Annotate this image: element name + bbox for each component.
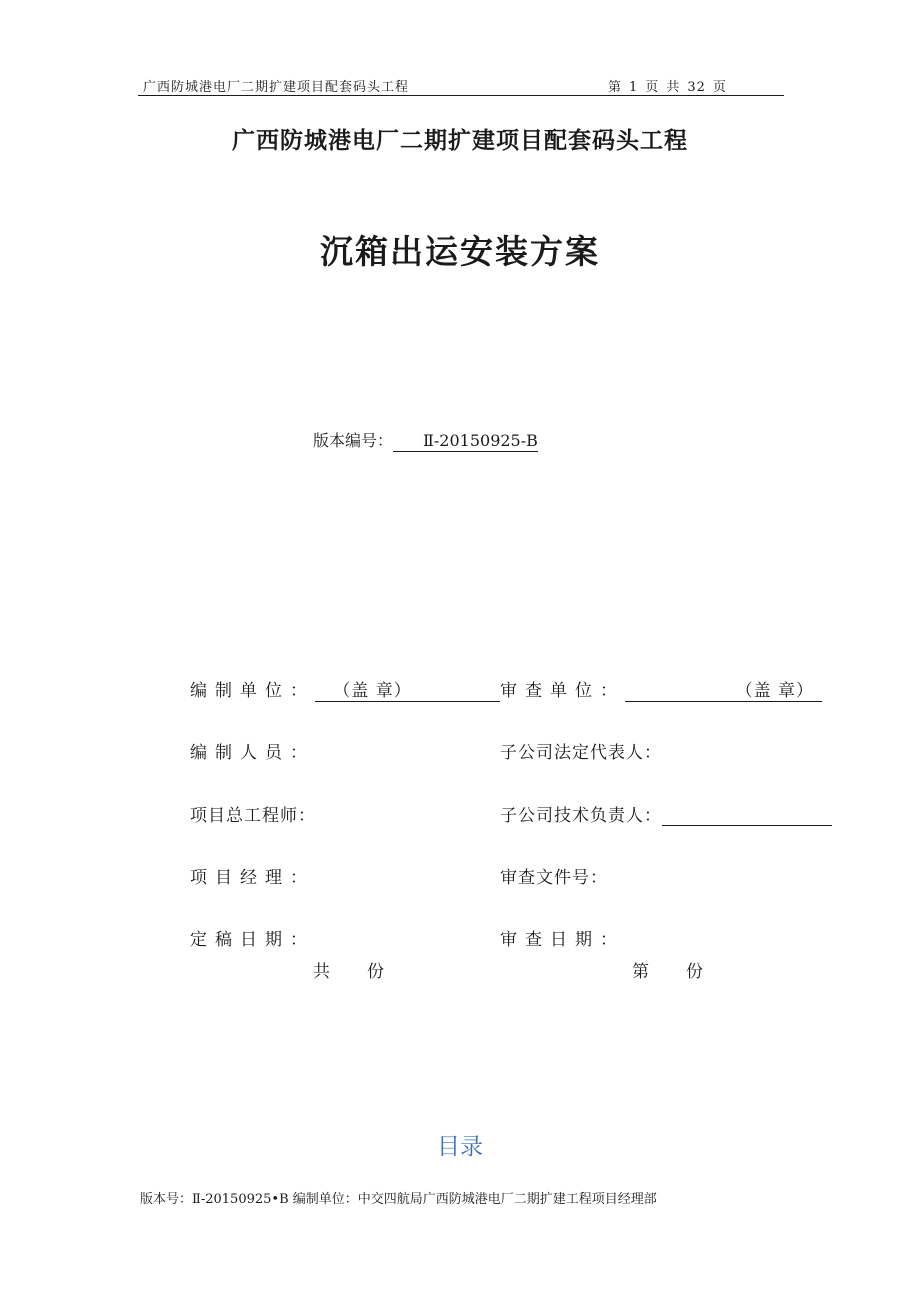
project-title: 广西防城港电厂二期扩建项目配套码头工程	[232, 127, 688, 154]
review-unit-field	[500, 676, 822, 702]
review-date-label: 审查日期：	[500, 930, 625, 950]
running-header-title: 广西防城港电厂二期扩建项目配套码头工程	[143, 80, 410, 95]
legal-rep-label: 子公司法定代表人：	[500, 743, 662, 763]
preparer-label: 编制人员：	[190, 743, 315, 763]
copy-number: 第 份	[632, 962, 704, 982]
review-unit-label: 审查单位：	[500, 681, 625, 701]
page-label: 页	[645, 80, 660, 95]
version-label: 版本编号：	[313, 431, 394, 450]
tech-head-label: 子公司技术负责人：	[500, 806, 662, 826]
page-number: 1	[629, 80, 639, 95]
header-divider	[138, 95, 784, 96]
toc-heading[interactable]: 目录	[437, 1134, 483, 1160]
review-doc-label: 审查文件号：	[500, 868, 608, 888]
page-label: 页	[712, 80, 727, 95]
copies-total: 共 份	[313, 962, 385, 982]
page-indicator	[608, 76, 734, 95]
page-label: 第	[608, 80, 623, 95]
final-date-label: 定稿日期：	[190, 930, 315, 950]
version-value: Ⅱ-20150925-B	[393, 431, 538, 452]
prep-unit-label: 编制单位：	[190, 681, 315, 701]
page-total: 32	[687, 80, 706, 95]
document-title: 沉箱出运安装方案	[320, 232, 600, 271]
review-unit-stamp: （盖 章）	[625, 681, 822, 702]
page-label: 共	[666, 80, 681, 95]
version-line	[313, 428, 538, 452]
page-footer: 版本号：Ⅱ-20150925•B 编制单位：中交四航局广西防城港电厂二期扩建工程项目经理部	[140, 1192, 657, 1207]
prep-unit-field	[190, 676, 500, 702]
chief-engineer-label: 项目总工程师：	[190, 806, 316, 826]
tech-head-blank	[662, 805, 832, 826]
prep-unit-stamp: （盖 章）	[315, 681, 500, 702]
manager-label: 项目经理：	[190, 868, 315, 888]
tech-head-field	[500, 801, 832, 826]
